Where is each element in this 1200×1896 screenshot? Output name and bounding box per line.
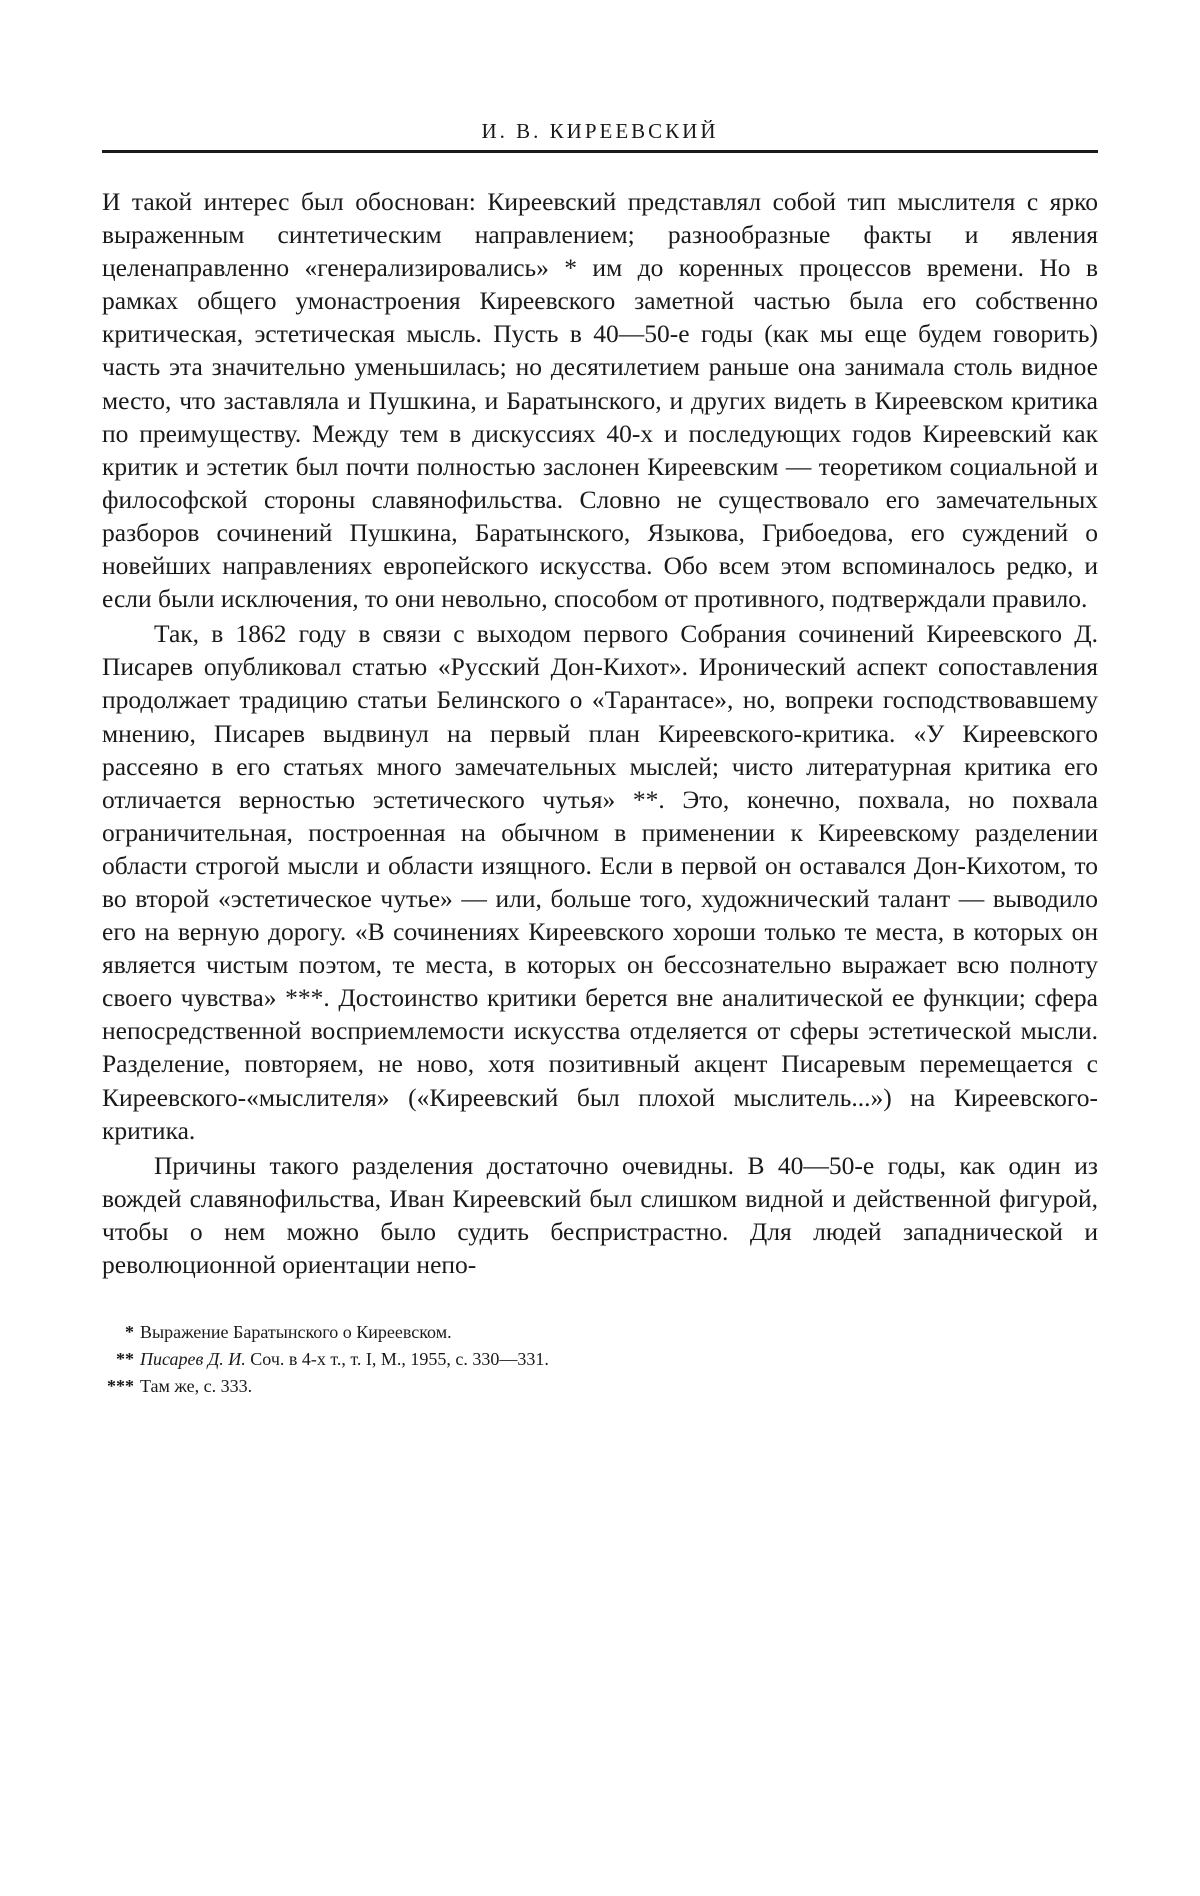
paragraph-2: Так, в 1862 году в связи с выходом первого Собрания сочинений Киреевского Д. Писарев опубликовал статью «Русский Дон-Кихот». Иронический аспект сопоставления продолжает традицию статьи Белинского о «Тарантасе», но, вопреки господствовавшему мнению, Писарев выдвинул на первый план Киреевского-критика. «У Киреевского рассеяно в его статьях много замечательных мыслей; чисто литературная критика его отличается верностью эстетического чутья» **. Это, конечно, похвала, но похвала ограничительная, построенная на обычном в применении к Киреевскому разделении области строгой мысли и области изящного. Если в первой он оставался Дон-Кихотом, то во второй «эстетическое чутье» — или, больше того, художнический талант — выводило его на верную дорогу. «В сочинениях Киреевского хороши только те места, в которых он является чистым поэтом, те места, в которых он бессознательно выражает всю полноту своего чувства» ***. Достоинство критики берется вне аналитической ее функции; сфера непосредственной восприемлемости искусства отделяется от сферы эстетической мысли. Разделение, повторяем, не ново, хотя позитивный акцент Писаревым перемещается с Киреевского-«мыслителя» («Киреевский был плохой мыслитель...») на Киреевского-критика. [102, 619, 1098, 1145]
paragraph-1: И такой интерес был обоснован: Киреевский представлял собой тип мыслителя с ярко выраженным синтетическим направлением; разнообразные факты и явления целенаправленно «генерализировались» * им до коренных процессов времени. Но в рамках общего умонастроения Киреевского заметной частью была его собственно критическая, эстетическая мысль. Пусть в 40—50-е годы (как мы еще будем говорить) часть эта значительно уменьшилась; но десятилетием раньше она занимала столь видное место, что заставляла и Пушкина, и Баратынского, и других видеть в Киреевском критика по преимуществу. Между тем в дискуссиях 40-х и последующих годов Киреевский как критик и эстетик был почти полностью заслонен Киреевским — теоретиком социальной и философской стороны славянофильства. Словно не существовало его замечательных разборов сочинений Пушкина, Баратынского, Языкова, Грибоедова, его суждений о новейших направлениях европейского искусства. Обо всем этом вспоминалось редко, и если были исключения, то они невольно, способом от противного, подтверждали правило. [102, 187, 1098, 614]
footnote-3 [102, 1373, 1098, 1400]
body-text [102, 185, 1098, 1281]
footnote-mark: * [125, 1322, 134, 1343]
footnotes [102, 1319, 1098, 1400]
footnote-1 [102, 1319, 1098, 1346]
footnote-citation: Соч. в 4-х т., т. I, М., 1955, с. 330—331. [245, 1349, 549, 1370]
book-page [102, 118, 1098, 1400]
footnote-mark: *** [107, 1376, 134, 1397]
footnote-text: Выражение Баратынского о Киреевском. [140, 1322, 452, 1343]
footnote-mark: ** [116, 1349, 134, 1370]
paragraph-3: Причины такого разделения достаточно очевидны. В 40—50-е годы, как один из вождей славянофильства, Иван Киреевский был слишком видной и действенной фигурой, чтобы о нем можно было судить беспристрастно. Для людей западнической и революционной ориентации непо- [102, 1150, 1098, 1279]
header-rule [102, 150, 1098, 153]
running-head: И. В. КИРЕЕВСКИЙ [481, 119, 719, 143]
footnote-author: Писарев Д. И. [140, 1349, 246, 1370]
footnote-text: Там же, с. 333. [140, 1376, 253, 1397]
footnote-2 [102, 1346, 1098, 1373]
